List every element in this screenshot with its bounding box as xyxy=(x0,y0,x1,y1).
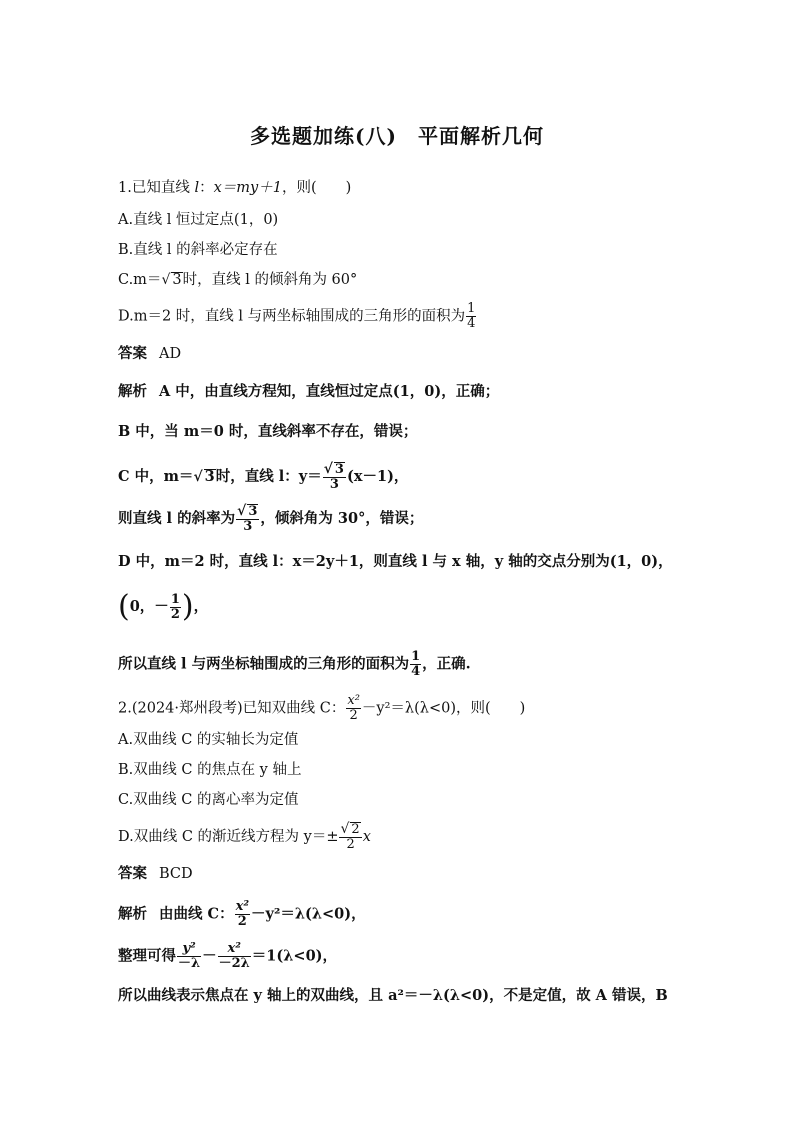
fraction xyxy=(218,942,251,971)
q1-option-c-post: 时，直线 l 的倾斜角为 60° xyxy=(182,272,358,288)
q1-solution-line-1 xyxy=(118,382,499,402)
q2-answer xyxy=(118,864,193,884)
q1-stem-colon: ： xyxy=(199,180,214,196)
q2-option-d-pre: D.双曲线 C 的渐近线方程为 y＝± xyxy=(118,829,339,845)
q1-option-b: B.直线 l 的斜率必定存在 xyxy=(118,242,278,258)
solution-label: 解析 xyxy=(118,905,147,923)
answer-value: AD xyxy=(159,346,182,362)
minus-sign: － xyxy=(202,947,217,965)
fraction xyxy=(323,462,346,492)
denominator: 2 xyxy=(349,708,358,723)
denominator: 2 xyxy=(170,606,180,622)
q2-option-a: A.双曲线 C 的实轴长为定值 xyxy=(118,732,299,748)
q2-stem-tail: －y²＝λ(λ<0)，则( ) xyxy=(361,700,526,717)
q1-solution-line-6 xyxy=(118,589,209,624)
q1-solution-line-4 xyxy=(118,504,423,534)
radicand: 2 xyxy=(351,822,360,837)
sqrt-symbol: √ xyxy=(193,469,203,485)
solution-text: (x－1)， xyxy=(346,468,409,485)
q1-option-c xyxy=(118,270,357,290)
denominator: 4 xyxy=(411,664,421,679)
solution-text: C 中，m＝ xyxy=(118,468,194,485)
radicand: 3 xyxy=(204,468,215,485)
fraction xyxy=(177,942,201,971)
fraction xyxy=(466,302,476,331)
answer-label: 答案 xyxy=(118,345,147,362)
numerator: 1 xyxy=(467,301,476,316)
denominator: －λ xyxy=(178,956,201,971)
solution-text: ， xyxy=(193,598,209,615)
solution-text: ，倾斜角为 30°，错误； xyxy=(260,510,424,527)
q2-option-d xyxy=(118,822,371,852)
q1-option-d xyxy=(118,302,477,331)
radicand: 3 xyxy=(248,504,258,519)
q2-solution-line-2 xyxy=(118,942,337,971)
q2-option-b: B.双曲线 C 的焦点在 y 轴上 xyxy=(118,762,302,778)
denominator: 4 xyxy=(467,316,476,331)
answer-label: 答案 xyxy=(118,865,147,882)
numerator: x² xyxy=(235,899,250,914)
q1-stem-text: 1.已知直线 xyxy=(118,180,195,196)
q2-stem xyxy=(118,694,525,723)
radicand: 3 xyxy=(334,462,344,477)
solution-text: 0，－ xyxy=(129,598,169,615)
fraction xyxy=(339,822,361,852)
numerator: √ 3 xyxy=(323,461,344,477)
q2-option-d-post: x xyxy=(362,829,371,845)
denominator: －2λ xyxy=(218,956,250,971)
q1-stem-tail: ，则( ) xyxy=(281,180,352,196)
numerator: x² xyxy=(347,693,360,708)
solution-label: 解析 xyxy=(118,383,147,400)
q1-stem xyxy=(118,178,351,198)
q1-solution-line-3 xyxy=(118,462,408,492)
denominator: 2 xyxy=(237,914,247,929)
solution-text: 整理可得 xyxy=(118,947,176,965)
q1-solution-line-2: B 中，当 m＝0 时，直线斜率不存在，错误； xyxy=(118,423,418,440)
denominator: 3 xyxy=(329,477,339,492)
solution-text: －y²＝λ(λ<0)， xyxy=(251,905,366,923)
solution-text: ，正确. xyxy=(422,655,471,673)
solution-text: ＝1(λ<0)， xyxy=(251,947,338,965)
q1-option-c-radicand: 3 xyxy=(172,272,182,288)
fraction xyxy=(235,900,250,929)
fraction xyxy=(236,504,259,534)
q1-stem-equation: x＝my＋1 xyxy=(213,180,282,196)
q1-answer xyxy=(118,344,181,364)
solution-text: A 中，由直线方程知，直线恒过定点(1，0)，正确； xyxy=(159,383,500,400)
q1-stem-var: l xyxy=(194,180,200,196)
fraction xyxy=(410,650,421,679)
q1-solution-line-7 xyxy=(118,650,471,679)
solution-text: 所以直线 l 与两坐标轴围成的三角形的面积为 xyxy=(118,655,410,673)
page-title: 多选题加练(八) 平面解析几何 xyxy=(250,124,544,148)
q1-solution-line-5: D 中，m＝2 时，直线 l：x＝2y＋1，则直线 l 与 x 轴，y 轴的交点分别为(1，0)， xyxy=(118,553,673,570)
solution-text: 时，直线 l：y＝ xyxy=(215,468,322,485)
fraction xyxy=(346,694,361,723)
q2-solution-line-1 xyxy=(118,900,366,929)
left-paren: ( xyxy=(118,589,130,624)
solution-text: 则直线 l 的斜率为 xyxy=(118,510,236,527)
numerator: x² xyxy=(218,942,251,957)
numerator: √ 2 xyxy=(340,821,360,837)
q1-option-c-pre: C.m＝ xyxy=(118,272,162,288)
q2-option-c: C.双曲线 C 的离心率为定值 xyxy=(118,792,299,808)
fraction xyxy=(170,593,181,622)
q2-stem-text: 2.(2024·郑州段考)已知双曲线 C： xyxy=(118,700,346,717)
q1-option-a: A.直线 l 恒过定点(1，0) xyxy=(118,212,279,228)
solution-text: 由曲线 C： xyxy=(159,905,234,923)
sqrt-symbol: √ xyxy=(161,272,171,288)
numerator: √ 3 xyxy=(237,503,258,519)
denominator: 2 xyxy=(346,837,355,852)
numerator: 1 xyxy=(411,649,421,664)
answer-value: BCD xyxy=(159,866,193,882)
q2-solution-line-3: 所以曲线表示焦点在 y 轴上的双曲线，且 a²＝－λ(λ<0)，不是定值，故 A 错误，B xyxy=(118,987,668,1004)
numerator: y² xyxy=(177,942,201,957)
right-paren: ) xyxy=(181,589,194,624)
q1-option-d-pre: D.m＝2 时，直线 l 与两坐标轴围成的三角形的面积为 xyxy=(118,308,466,325)
denominator: 3 xyxy=(243,519,253,534)
numerator: 1 xyxy=(170,591,180,607)
